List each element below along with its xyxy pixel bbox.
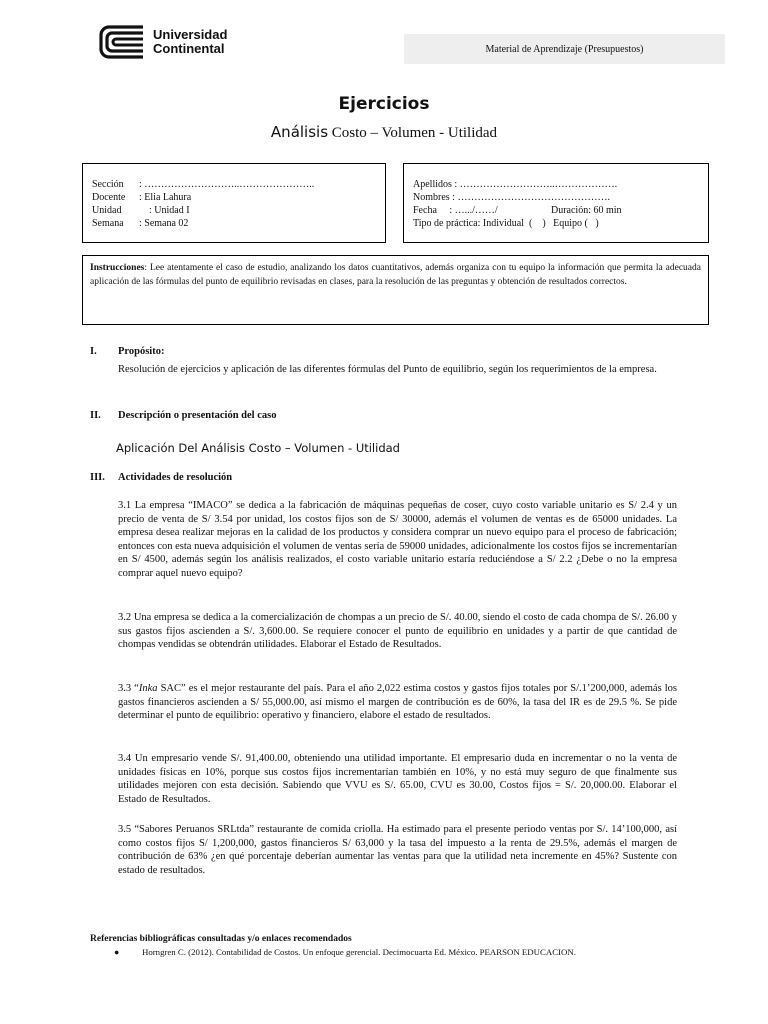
exercise-3-2: 3.2 Una empresa se dedica a la comercialización de chompas a un precio de S/. 40.00, siendo el costo de cada chompa de S/. 26.00 y sus gastos fijos ascienden a S/. 3,600.00. Se requiere conocer el punto de equilibrio en unidades y a partir de que cantidad de chompas vendidas se obtendrán utilidades. Elaborar el Estado de Resultados. bbox=[118, 612, 677, 651]
section-title: Propósito: bbox=[118, 346, 165, 357]
instructions-box bbox=[82, 255, 709, 325]
fecha-field: Fecha : ….../……/ bbox=[413, 205, 498, 216]
material-header bbox=[404, 34, 725, 64]
exercise-3-3-italic: Inka bbox=[138, 683, 158, 694]
continental-logo-icon bbox=[99, 24, 145, 60]
instructions-label: Instrucciones bbox=[90, 263, 145, 273]
exercise-3-1: 3.1 La empresa “IMACO” se dedica a la fabricación de máquinas pequeñas de coser, cuyo costo variable unitario es S/ 2.4 y un precio de venta de S/ 3.54 por unidad, los costos fijos son de S/ 30000, además el volumen de ventas es de 65000 unidades. La empresa desea realizar mejoras en la calidad de los productos y considera comprar un nuevo equipo para el proceso de fabricación; entonces con esta nueva adquisición el volumen de ventas sería de 59000 unidades, adicionalmente los costos fijos se incrementarían en S/ 4500, además según los análisis realizados, el costo variable unitario estaría reduciéndose a S/ 2.2 ¿Debe o no la empresa comprar aquel nuevo equipo? bbox=[118, 500, 677, 579]
nombres-field: Nombres : ………………………………………. bbox=[413, 192, 610, 203]
exercise-3-3-prefix: 3.3 “ bbox=[118, 683, 139, 694]
info-row-unidad bbox=[92, 204, 376, 217]
section-2-heading bbox=[90, 410, 276, 421]
info-label: Sección bbox=[92, 179, 124, 190]
exercise-3-5: 3.5 “Sabores Peruanos SRLtda” restaurante de comida criolla. Ha estimado para el presente periodo ventas por S/. 14’100,000, así como costos fijos S/ 1,200,000, gastos financieros S/ 63,000 y la tasa del impuesto a la renta de 29.5%, además el margen de contribución de 63% ¿en qué porcentaje deberían aumentar las ventas para que la utilidad neta incremente en 45%? Sustente con estado de resultados. bbox=[118, 824, 677, 876]
info-row-seccion bbox=[92, 178, 376, 191]
subtitle-part-1: Análisis bbox=[270, 123, 329, 141]
apellidos-field: Apellidos : ………………………..………………. bbox=[413, 179, 618, 190]
info-value: : Semana 02 bbox=[139, 218, 189, 229]
logo-line-2: Continental bbox=[153, 41, 225, 56]
info-value: : Elia Lahura bbox=[139, 192, 192, 203]
subtitle-part-2: Costo – Volumen - Utilidad bbox=[331, 125, 498, 141]
info-label: Unidad bbox=[92, 205, 122, 216]
info-value: : ………………………..………………….. bbox=[139, 179, 315, 190]
reference-text: Horngren C. (2012). Contabilidad de Costos. Un enfoque gerencial. Decimocuarta Ed. México. PEARSON EDUCACION. bbox=[142, 947, 576, 957]
info-label: Docente bbox=[92, 192, 126, 203]
exercise-3-3-text: SAC” es el mejor restaurante del país. Para el año 2,022 estima costos y gastos fijos totales por S/.1’200,000, además los gastos financieros ascienden a S/ 55,000.00, así mismo el margen de contribución es de 60%, la tasa del IR es de 29.5 %. Se pide determinar el punto de equilibrio: operativo y financiero, elabore el estado de resultados. bbox=[118, 683, 677, 722]
info-label: Semana bbox=[92, 218, 124, 229]
reference-item bbox=[114, 947, 576, 957]
university-logo bbox=[99, 24, 227, 60]
references-title: Referencias bibliográficas consultadas y/o enlaces recomendados bbox=[90, 934, 352, 944]
section-1-heading bbox=[90, 346, 164, 357]
tipo-practica-field: Tipo de práctica: Individual ( ) Equipo ( ) bbox=[413, 218, 599, 229]
section-title: Descripción o presentación del caso bbox=[118, 410, 277, 421]
section-number: I. bbox=[90, 346, 97, 357]
exercise-3-3 bbox=[118, 682, 677, 723]
instructions-text: : Lee atentamente el caso de estudio, analizando los datos cuantitativos, además organiza con tu equipo la información que permita la adecuada aplicación de las fórmulas del punto de equilibrio revisadas en clases, para la resolución de las preguntas y obtención de resultados correctos. bbox=[90, 263, 701, 287]
course-info-box bbox=[82, 163, 386, 243]
section-number: II. bbox=[90, 410, 101, 421]
logo-text bbox=[153, 28, 227, 56]
exercise-3-4: 3.4 Un empresario vende S/. 91,400.00, obteniendo una utilidad importante. El empresario duda en incrementar o no la venta de unidades físicas en 10%, porque sus costos fijos incrementarían también en 10%, y no está muy seguro de que finalmente sus utilidades mejoren con esta decisión. Sabiendo que VVU es S/. 65.00, CVU es 30.00, Costos fijos = S/. 20,000.00. Elaborar el Estado de Resultados. bbox=[118, 753, 677, 805]
student-info-box bbox=[403, 163, 709, 243]
bullet-icon: ● bbox=[114, 947, 120, 957]
info-row-docente bbox=[92, 191, 376, 204]
page-title: Ejercicios bbox=[338, 94, 430, 114]
info-value: : Unidad I bbox=[139, 205, 190, 216]
section-3-heading bbox=[90, 472, 232, 483]
section-1-text: Resolución de ejercicios y aplicación de las diferentes fórmulas del Punto de equilibrio, según los requerimientos de la empresa. bbox=[118, 364, 657, 375]
material-label: Material de Aprendizaje (Presupuestos) bbox=[485, 43, 644, 55]
info-row-semana bbox=[92, 217, 376, 230]
section-number: III. bbox=[90, 472, 105, 483]
duracion-field: Duración: 60 min bbox=[551, 205, 622, 216]
page-subtitle bbox=[0, 123, 768, 142]
logo-line-1: Universidad bbox=[153, 27, 228, 42]
section-title: Actividades de resolución bbox=[118, 472, 233, 483]
fecha-row bbox=[413, 204, 699, 217]
section-2-text: Aplicación Del Análisis Costo – Volumen - Utilidad bbox=[116, 441, 400, 455]
